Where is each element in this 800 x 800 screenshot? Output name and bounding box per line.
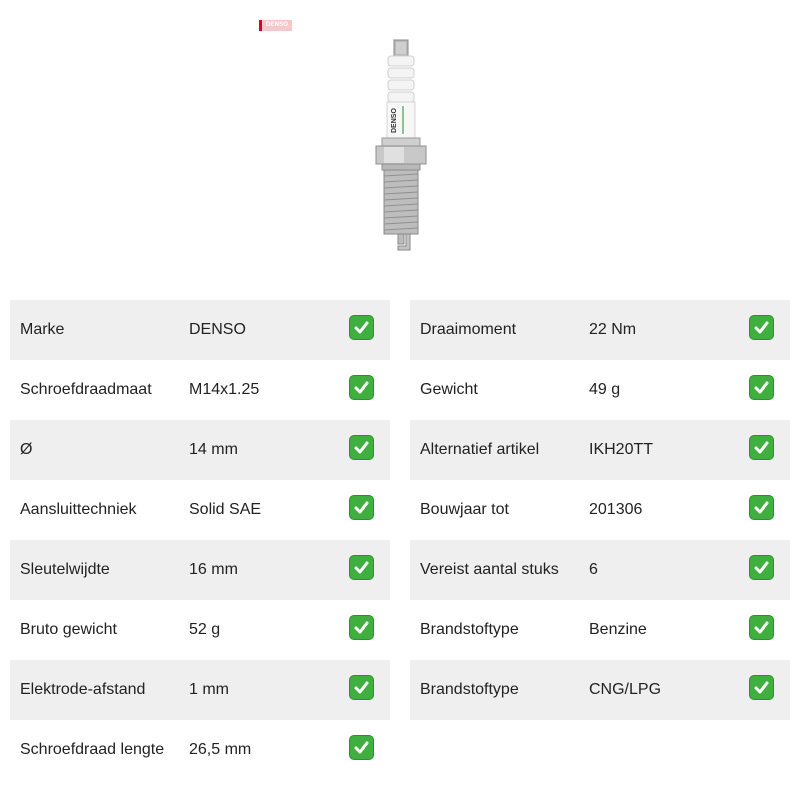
- spec-value: IKH20TT: [589, 441, 654, 458]
- spec-value: Solid SAE: [189, 501, 262, 518]
- spec-label: Bruto gewicht: [20, 621, 117, 638]
- spec-label: Schroefdraad lengte: [20, 741, 165, 758]
- check-icon: [749, 375, 774, 400]
- spec-row: [410, 300, 790, 360]
- spec-row: [10, 720, 390, 780]
- spec-table-right: [410, 300, 790, 720]
- spec-row: [410, 600, 790, 660]
- check-icon: [749, 555, 774, 580]
- brand-logo-tag: DENSO: [259, 20, 292, 31]
- spec-value: 14 mm: [189, 441, 238, 458]
- spec-value: 52 g: [189, 621, 221, 638]
- check-icon: [349, 675, 374, 700]
- spec-label: Gewicht: [420, 381, 478, 398]
- spec-table-left: [10, 300, 390, 780]
- spec-row: [410, 480, 790, 540]
- check-icon: [349, 555, 374, 580]
- spec-row: [10, 660, 390, 720]
- check-icon: [349, 495, 374, 520]
- check-icon: [749, 675, 774, 700]
- check-icon: [349, 435, 374, 460]
- spec-value: 22 Nm: [589, 321, 637, 338]
- spec-label: Ø: [20, 441, 33, 458]
- product-image-area: [0, 0, 800, 290]
- spec-label: Alternatief artikel: [420, 441, 540, 458]
- plug-brand-label: DENSO: [391, 108, 398, 133]
- spec-label: Marke: [20, 321, 65, 338]
- check-icon: [749, 495, 774, 520]
- spec-label: Elektrode-afstand: [20, 681, 146, 698]
- spec-row: [10, 480, 390, 540]
- spark-plug-image: [370, 38, 434, 258]
- spec-value: Benzine: [589, 621, 647, 638]
- check-icon: [349, 615, 374, 640]
- spec-row: [10, 300, 390, 360]
- spec-label: Vereist aantal stuks: [420, 561, 559, 578]
- spec-label: Sleutelwijdte: [20, 561, 110, 578]
- check-icon: [349, 735, 374, 760]
- check-icon: [749, 435, 774, 460]
- spec-label: Brandstoftype: [420, 681, 519, 698]
- spec-value: M14x1.25: [189, 381, 260, 398]
- spec-label: Schroefdraadmaat: [20, 381, 152, 398]
- spec-value: 49 g: [589, 381, 621, 398]
- check-icon: [349, 315, 374, 340]
- check-icon: [749, 615, 774, 640]
- spec-row: [10, 540, 390, 600]
- spec-value: 1 mm: [189, 681, 229, 698]
- spec-row: [410, 360, 790, 420]
- spec-row: [410, 420, 790, 480]
- spec-value: CNG/LPG: [589, 681, 662, 698]
- spec-row: [10, 360, 390, 420]
- spec-label: Brandstoftype: [420, 621, 519, 638]
- spec-value: 16 mm: [189, 561, 238, 578]
- spec-label: Aansluittechniek: [20, 501, 137, 518]
- spec-value: 26,5 mm: [189, 741, 252, 758]
- check-icon: [749, 315, 774, 340]
- spec-row: [10, 420, 390, 480]
- spec-row: [10, 600, 390, 660]
- spec-label: Bouwjaar tot: [420, 501, 509, 518]
- spec-value: 6: [589, 561, 598, 578]
- spec-label: Draaimoment: [420, 321, 517, 338]
- spec-row: [410, 540, 790, 600]
- spec-value: 201306: [589, 501, 643, 518]
- check-icon: [349, 375, 374, 400]
- spec-row: [410, 660, 790, 720]
- spec-value: DENSO: [189, 321, 246, 338]
